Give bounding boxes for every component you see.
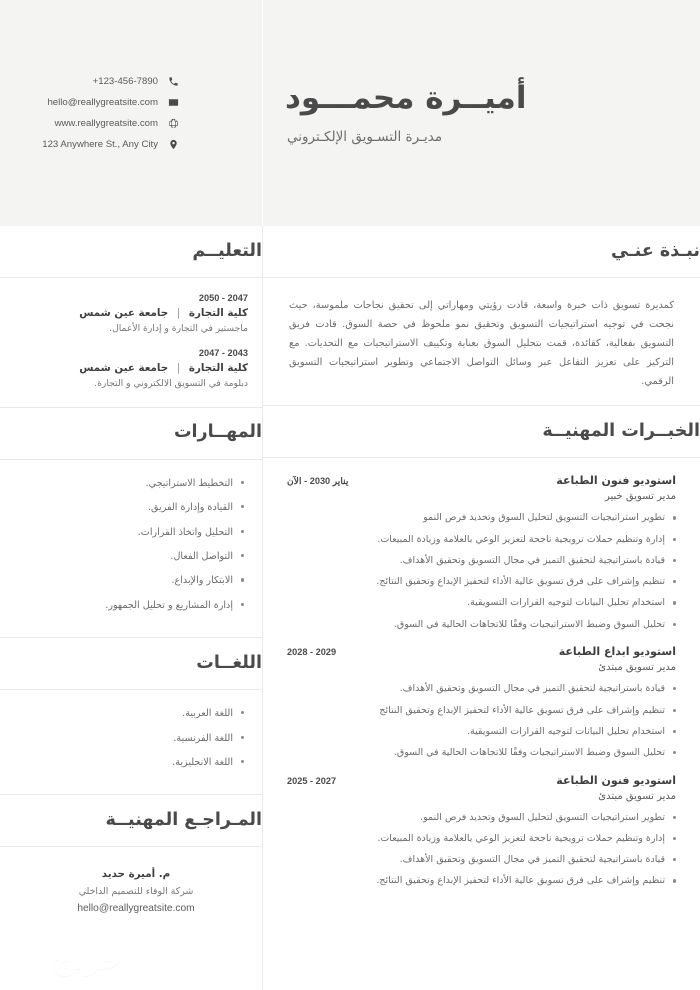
languages-section-body	[0, 690, 262, 794]
experience-item	[285, 645, 678, 760]
skill-item: إدارة المشاريع و تحليل الجمهور.	[24, 599, 246, 612]
education-heading-text: التعليــم	[192, 240, 262, 261]
about-heading-text: نبـذة عنـي	[610, 240, 700, 261]
experience-company: استوديو فنون الطباعة	[556, 773, 676, 787]
experience-bullet: إدارة وتنظيم حملات ترويجية ناجحة لتعزيز الوعي بالعلامة وزيادة المبيعات.	[285, 533, 678, 548]
contact-email-text: hello@reallygreatsite.com	[47, 97, 158, 108]
watermark: حراج	[52, 942, 122, 976]
job-title: مديـرة التسـويق الإلكـتروني	[287, 129, 443, 146]
experience-bullet-list	[285, 811, 678, 889]
education-degree: دبلومة في التسويق الالكتروني و التجارة.	[94, 378, 248, 390]
section-heading-languages	[0, 638, 262, 690]
skills-section-body	[0, 460, 262, 638]
section-heading-education	[0, 226, 262, 278]
references-section-body	[0, 847, 262, 928]
education-institution: جامعة عين شمس	[79, 362, 169, 375]
website-icon	[167, 117, 180, 130]
language-item: اللغة العربية.	[24, 707, 246, 720]
reference-item	[24, 862, 248, 914]
experience-item-header	[285, 774, 678, 787]
education-item	[24, 348, 248, 390]
education-date: 2047 - 2050	[198, 293, 248, 303]
contact-address[interactable]	[0, 138, 180, 151]
contact-address-text: 123 Anywhere St., Any City	[42, 139, 158, 150]
language-item: اللغة الانجليزية.	[24, 756, 246, 769]
header-identity	[263, 0, 700, 226]
experience-bullet: إدارة وتنظيم حملات ترويجية ناجحة لتعزيز الوعي بالعلامة وزيادة المبيعات.	[285, 832, 678, 847]
education-separator: |	[176, 307, 181, 319]
skills-list	[24, 475, 248, 613]
experience-bullet: تطوير استراتيجيات التسويق لتحليل السوق وتحديد فرص النمو	[285, 511, 678, 526]
email-icon	[167, 96, 180, 109]
contact-panel	[0, 0, 263, 226]
resume-body	[0, 226, 700, 990]
experience-bullet: استخدام تحليل البيانات لتوجيه القرارات التسويقية.	[285, 596, 678, 611]
resume-header	[0, 0, 700, 226]
languages-heading-text: اللغــات	[196, 652, 262, 673]
experience-bullet: تنظيم وإشراف على فرق تسويق عالية الأداء لتحفيز الإبداع وتحقيق النتائج	[285, 704, 678, 719]
education-degree: ماجستير في التجارة و إدارة الأعمال.	[109, 323, 248, 334]
experience-bullet: قيادة باستراتيجية لتحقيق التميز في مجال التسويق وتحقيق الأهداف.	[285, 853, 678, 868]
experience-bullet: تنظيم وإشراف على فرق تسويق عالية الأداء لتحفيز الإبداع وتحقيق النتائج.	[285, 874, 678, 889]
contact-website-text: www.reallygreatsite.com	[54, 118, 158, 129]
languages-list	[24, 705, 248, 769]
skill-item: التواصل الفعال.	[24, 550, 246, 563]
experience-bullet: قيادة باستراتيجية لتحقيق التميز في مجال التسويق وتحقيق الأهداف.	[285, 554, 678, 569]
phone-icon	[167, 75, 180, 88]
education-institution-line	[24, 362, 248, 374]
education-item	[24, 293, 248, 335]
contact-list	[0, 75, 180, 151]
reference-name: م. أميرة حديد	[101, 868, 171, 881]
header-divider	[262, 0, 263, 226]
experience-item	[285, 474, 678, 632]
section-heading-skills	[0, 408, 262, 460]
experience-item-header	[285, 645, 678, 658]
experience-role: مدير تسويق خبير	[605, 491, 676, 503]
contact-website[interactable]	[0, 117, 180, 130]
main-column	[263, 226, 700, 990]
experience-date: يناير 2030 - الآن	[287, 476, 349, 487]
section-heading-references	[0, 795, 262, 847]
education-faculty: كلية التجارة	[188, 307, 248, 319]
experience-date: 2027 - 2025	[287, 775, 337, 786]
about-paragraph: كمديرة تسويق ذات خبرة واسعة، قادت رؤيتي ومهاراتي إلى تحقيق نجاحات ملموسة، حيث نجحت في توجيه استراتيجيات التسويق وتحقيق نمو ملحوظ في حصة السوق. قادت فريق التسويق بفعالية، كقائدة، قمت بتحليل السوق بعناية وتكييف الاستراتيجيات مع التحديات. مع التركيز على تعزيز التفاعل عبر وسائل التواصل الاجتماعي وتطوير استراتيجيات التسويق الرقمي.	[289, 300, 674, 388]
section-heading-about	[263, 226, 700, 278]
skills-heading-text: المهــارات	[173, 422, 262, 443]
experience-bullet: تطوير استراتيجيات التسويق لتحليل السوق وتحديد فرص النمو.	[285, 811, 678, 826]
location-icon	[167, 138, 180, 151]
reference-email[interactable]: hello@reallygreatsite.com	[77, 903, 195, 915]
education-date: 2043 - 2047	[198, 348, 248, 359]
education-section-body	[0, 278, 262, 407]
reference-company: شركة الوفاء للتصميم الداخلي	[78, 886, 194, 898]
contact-phone[interactable]	[0, 75, 180, 88]
experience-company: استوديو ابداع الطباعة	[558, 645, 676, 659]
skill-item: التخطيط الاستراتيجي.	[24, 477, 246, 490]
education-separator: |	[176, 362, 181, 375]
experience-heading-text: الخبــرات المهنيــة	[542, 421, 700, 442]
experience-bullet: استخدام تحليل البيانات لتوجيه القرارات التسويقية.	[285, 725, 678, 740]
experience-role: مدير تسويق مبتدئ	[598, 790, 676, 802]
language-item: اللغة الفرنسية.	[24, 732, 246, 745]
experience-company: استوديو فنون الطباعة	[556, 474, 676, 488]
education-faculty: كلية التجارة	[188, 362, 248, 375]
skill-item: الابتكار والإبداع.	[24, 574, 246, 587]
sidebar-column	[0, 226, 262, 990]
skill-item: القيادة وإدارة الفريق.	[24, 501, 246, 514]
experience-bullet: قيادة باستراتيجية لتحقيق التميز في مجال التسويق وتحقيق الأهداف.	[285, 682, 678, 697]
experience-section-body	[263, 458, 700, 916]
experience-item-header	[285, 474, 678, 487]
experience-role: مدير تسويق مبتدئ	[598, 662, 676, 674]
full-name: أميــرة محمـــود	[285, 79, 527, 116]
experience-date: 2029 - 2028	[287, 647, 337, 658]
experience-bullet: تحليل السوق وضبط الاستراتيجيات وفقًا للاتجاهات الحالية في السوق.	[285, 618, 678, 633]
education-institution: جامعة عين شمس	[79, 307, 169, 319]
contact-email[interactable]	[0, 96, 180, 109]
experience-item	[285, 774, 678, 889]
experience-bullet: تنظيم وإشراف على فرق تسويق عالية الأداء لتحفيز الإبداع وتحقيق النتائج.	[285, 575, 678, 590]
experience-bullet-list	[285, 511, 678, 632]
skill-item: التحليل واتخاذ القرارات.	[24, 526, 246, 539]
experience-bullet: تحليل السوق وضبط الاستراتيجيات وفقًا للاتجاهات الحالية في السوق.	[285, 746, 678, 761]
section-heading-experience	[263, 406, 700, 458]
references-heading-text: المـراجـع المهنيــة	[105, 810, 262, 831]
experience-bullet-list	[285, 682, 678, 760]
about-section-body	[263, 278, 700, 405]
education-institution-line	[24, 307, 248, 319]
contact-phone-text: +123-456-7890	[92, 76, 158, 87]
